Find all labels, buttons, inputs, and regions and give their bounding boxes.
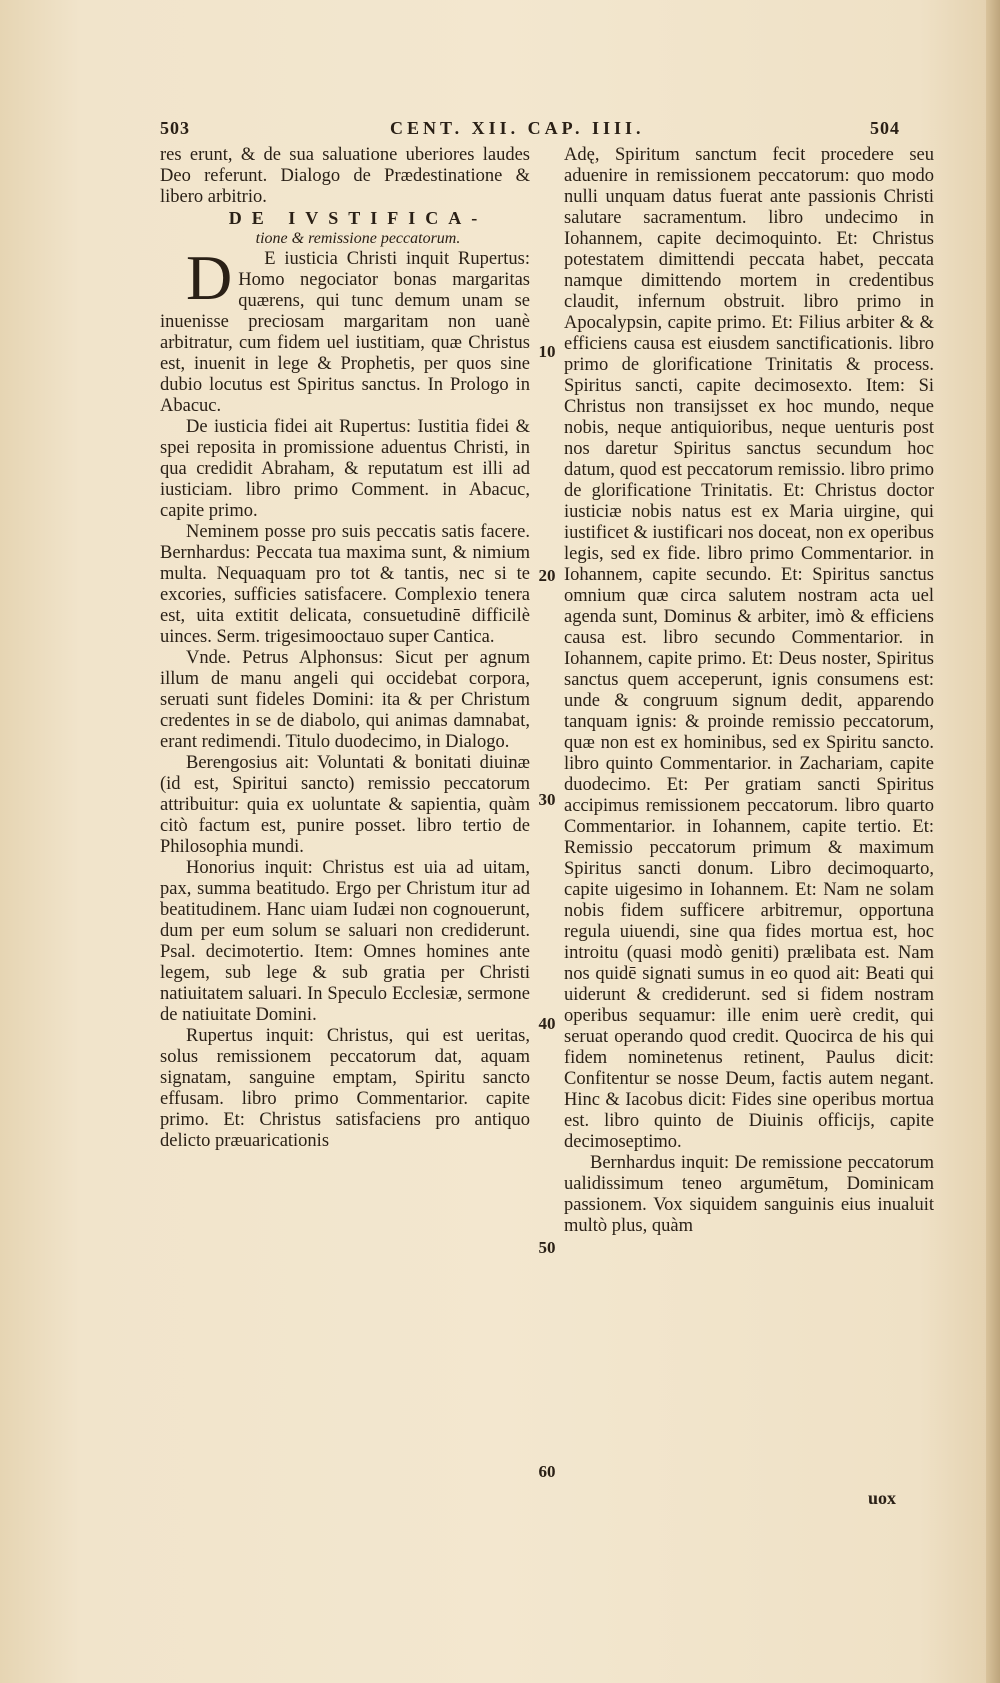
- chapter-heading: CENT. XII. CAP. IIII.: [390, 118, 645, 138]
- line-number: 30: [538, 790, 556, 809]
- left-column: [160, 145, 530, 1152]
- line-number: 40: [538, 1014, 556, 1033]
- right-page-number: 504: [870, 118, 900, 138]
- paragraph-iusticia-christi: [160, 242, 530, 417]
- paragraph-neminem: Neminem posse pro suis peccatis satis facere. Bernhardus: Peccata tua maxima sunt, & nimium multa. Nequaquam pro tot & tantis, nec si te excories, sufficies satisfacere. Complexio tenera est, uita extitit delicata, consuetudinē difficilè uinces. Serm. trigesimooctauo super Cantica.: [160, 522, 530, 647]
- left-page-number: 503: [160, 118, 190, 138]
- paragraph-iusticia-fidei: De iusticia fidei ait Rupertus: Iustitia fidei & spei reposita in promissione aduentus Christi, in qua credidit Abraham, & reputatum est illi ad iusticiam. libro primo Comment. in Abacuc, capite primo.: [160, 417, 530, 521]
- line-number: 20: [538, 566, 556, 585]
- section-title: DE IVSTIFICA-: [228, 208, 488, 228]
- paragraph-bernhardus: Bernhardus inquit: De remissione peccatorum ualidissimum teneo argumētum, Dominicam passionem. Vox siquidem sanguinis eius inualuit multò plus, quàm: [564, 1153, 934, 1236]
- line-number: 10: [538, 342, 556, 361]
- paragraph-berengosius: Berengosius ait: Voluntati & bonitati diuinæ (id est, Spiritui sancto) remissio peccatorum attribuitur: quia ex uoluntate & sapientia, quàm citò factum est, punire posset. libro tertio de Philosophia mundi.: [160, 753, 530, 857]
- paragraph-continuation: res erunt, & de sua saluatione uberiores laudes Deo referunt. Dialogo de Prædestinatione & libero arbitrio.: [160, 145, 530, 207]
- margin-line-numbers: [530, 0, 564, 1683]
- catchword: uox: [867, 1488, 896, 1508]
- paragraph-honorius: Honorius inquit: Christus est uia ad uitam, pax, summa beatitudo. Ergo per Christum itur ad beatitudinem. Hanc uiam Iudæi non cognouerunt, dum per eum solum se saluari non crediderunt. Psal. decimotertio. Item: Omnes homines ante legem, sub lege & sub gratia per Christi natiuitatem saluari. In Speculo Ecclesiæ, sermone de natiuitate Domini.: [160, 858, 530, 1025]
- line-number: 60: [538, 1462, 556, 1481]
- section-subtitle: tione & remissione peccatorum.: [255, 230, 461, 247]
- paragraph-vnde: Vnde. Petrus Alphonsus: Sicut per agnum illum de manu angeli qui occidebat corpora, seruati sunt fideles Domini: ita & per Christum credentes in se de diabolo, qui animas damnabat, erant redimendi. Titulo duodecimo, in Dialogo.: [160, 648, 530, 752]
- paragraph-rupertus: Rupertus inquit: Christus, qui est ueritas, solus remissionem peccatorum dat, aquam signatam, sanguine emptam, Spiritu sancto effusam. libro primo Commentarior. capite primo. Et: Christus satisfaciens pro antiquo delicto præuaricationis: [160, 1026, 530, 1151]
- line-number: 50: [538, 1238, 556, 1257]
- paragraph-continuation: Adę, Spiritum sanctum fecit procedere seu aduenire in remissionem peccatorum: quo modo nulli unquam datus fuerat ante passionis Christi salutare sacramentum. libro undecimo in Iohannem, capite decimoquinto. Et: Christus potestatem dimittendi peccata habet, peccata namque dimittendo mortem in credentibus claudit, infernum obstruit. libro primo in Apocalypsin, capite primo. Et: Filius arbiter & & efficiens causa est eiusdem sanctificationis. libro primo de glorificatione Trinitatis & process. Spiritus sancti, capite decimosexto. Item: Si Christus non transijsset ex hoc mundo, neque nobis, neque antiquioribus, neque uenturis post nos daretur Spiritus sanctus secundum hoc datum, quod est peccatorum remissio. libro primo de glorificatione Trinitatis. Et: Christus doctor iusticiæ nobis natus est ex Maria uirgine, qui iustificet & iustificari nos doceat, non ex operibus legis, sed ex fide. libro primo Commentarior. in Iohannem, capite secundo. Et: Spiritus sanctus omnium quæ circa salutem nostram acta uel agenda sunt, Dominus & arbiter, imò & efficiens causa est. libro secundo Commentarior. in Iohannem, capite primo. Et: Deus noster, Spiritus sanctus quem acceperunt, ignis consumens est: unde & congruum signum dedit, apparendo tanquam ignis: & proinde remissio peccatorum, quæ non est ex hominibus, sed ex Spiritu sancto. libro quinto Commentarior. in Zachariam, capite duodecimo. Et: Per gratiam sancti Spiritus accipimus remissionem peccatorum. libro quarto Commentarior. in Iohannem, capite tertio. Et: Remissio peccatorum primum & maximum Spiritus sancti donum. Libro decimoquarto, capite uigesimo in Iohannem. Et: Nam ne solam nobis fidem sufficere arbitremur, opportuna regula uiuendi, sine qua fides mortua est, hoc introitu (quasi modò geniti) prælibata est. Nam nos quidē signati sumus in eo quod ait: Beati qui uiderunt & crediderunt. sed si fidem nostram operibus sequamur: ille enim uerè credit, qui seruat operando quod credit. Quocirca de his qui fidem nominetenus retinent, Paulus dicit: Confitentur se nosse Deum, factis autem negant. Hinc & Iacobus dicit: Fides sine operibus mortua est. libro quinto de Diuinis officijs, capite decimoseptimo.: [564, 145, 934, 1152]
- right-column: [564, 145, 934, 1237]
- page-edge: [986, 0, 1000, 1683]
- paragraph-text: E iusticia Christi inquit Rupertus: Homo negociator bonas margaritas quærens, qui tunc demum unam se inuenisse preciosam margaritam non uanè arbitratur, cum fidem uel iustitiam, quæ Christus est, inuenit in lege & Prophetis, per quos sine dubio locutus est Spiritus sanctus. In Prologo in Abacuc.: [160, 249, 530, 416]
- drop-cap: D: [186, 242, 233, 313]
